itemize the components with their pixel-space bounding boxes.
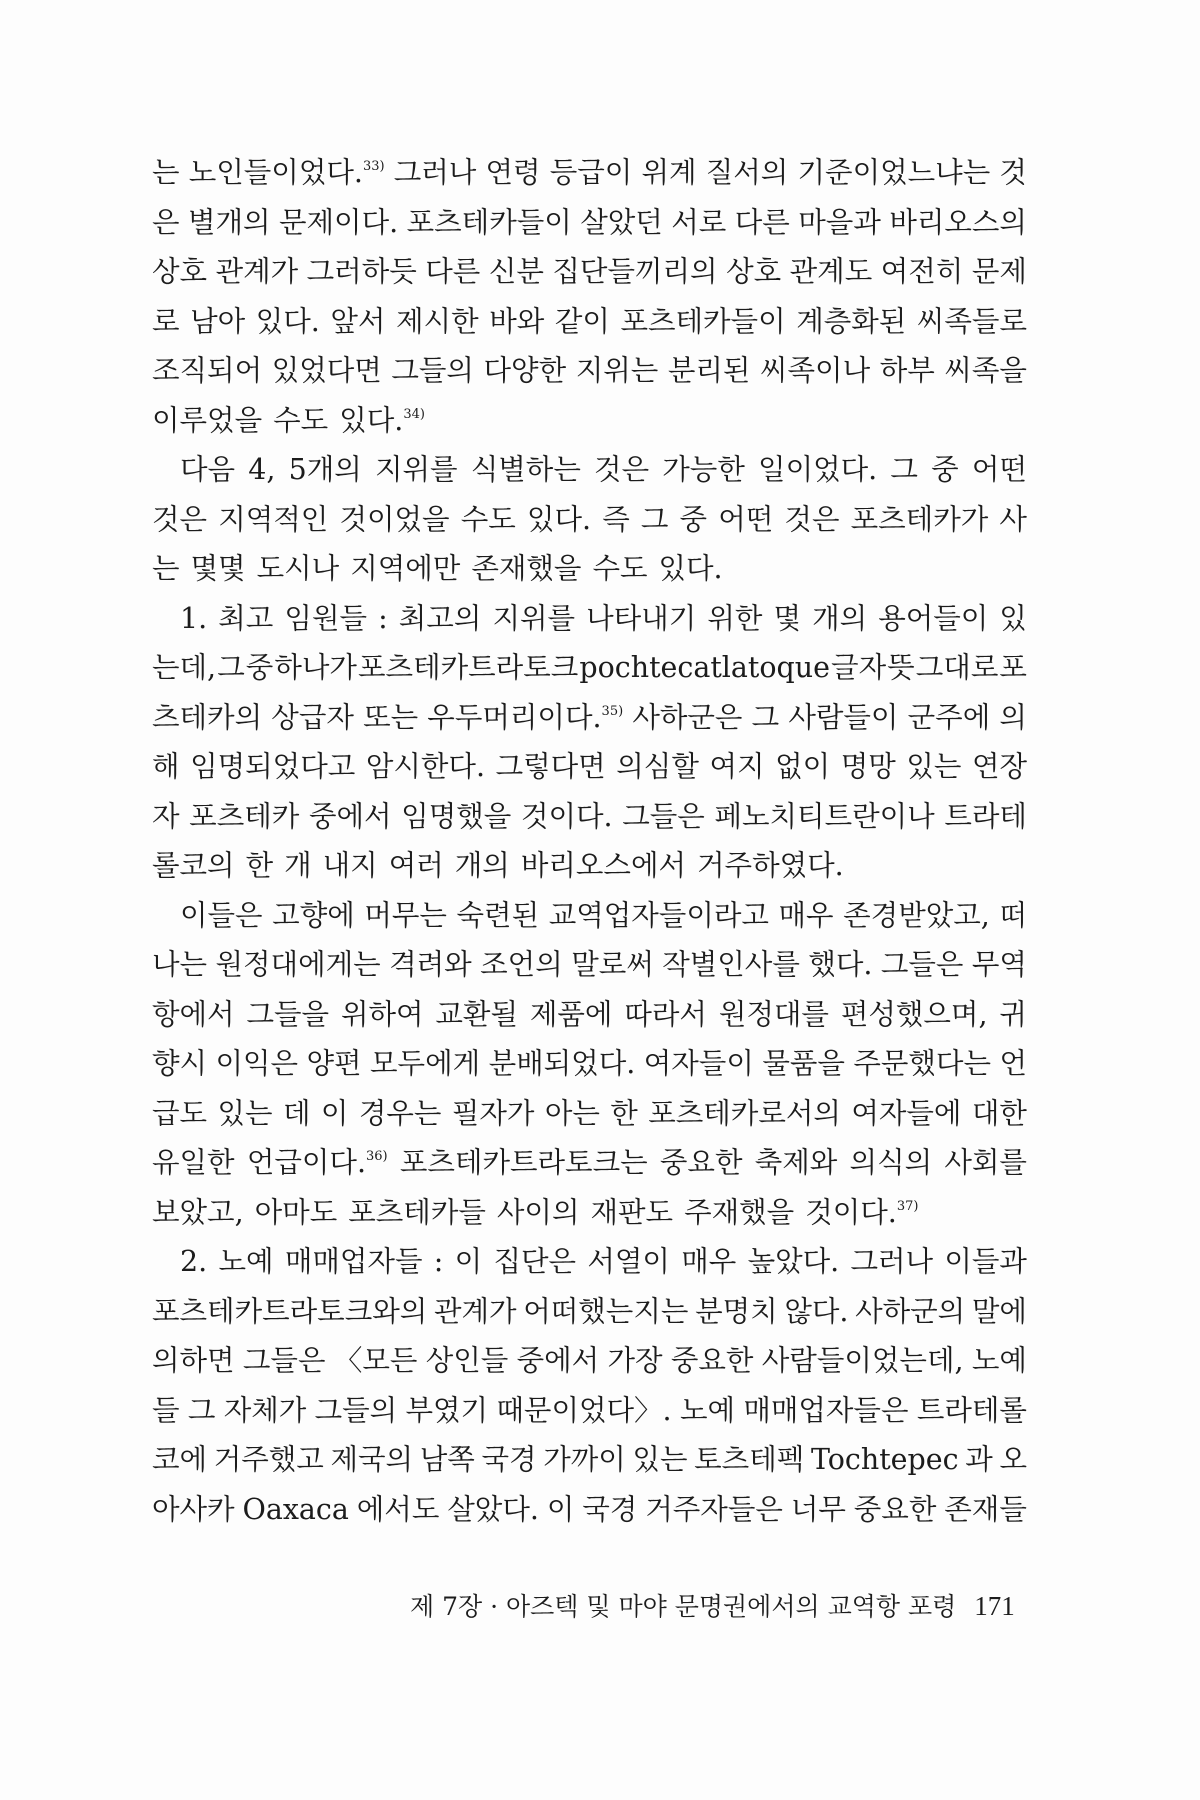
- text-line: [152, 1287, 1027, 1337]
- word: 관계도: [789, 255, 873, 288]
- text-line: [152, 1188, 1027, 1238]
- word: 그: [640, 502, 669, 536]
- word: 있는: [217, 1096, 273, 1130]
- word: 자체가: [223, 1393, 307, 1427]
- word: 아사카: [152, 1492, 235, 1526]
- word: 집단들끼리의: [552, 255, 718, 288]
- word: 그들은: [880, 948, 964, 981]
- word: 모두에게: [370, 1047, 481, 1080]
- word: 있다.: [526, 502, 592, 536]
- word: 그러나: [393, 156, 477, 189]
- word: 문제이다.: [279, 205, 399, 239]
- word: 편성했으며,: [840, 997, 988, 1031]
- word: 사람들이: [788, 700, 899, 734]
- word: 분명치: [695, 1294, 778, 1328]
- word: 작별인사를: [662, 948, 800, 981]
- word: 즉: [602, 502, 630, 536]
- word: 사람들이었는데,: [761, 1344, 964, 1377]
- word: 의: [999, 700, 1027, 734]
- word: 제국의: [330, 1443, 414, 1476]
- word: 것은: [784, 502, 840, 536]
- word: 말로써: [571, 948, 654, 981]
- word: 언: [999, 1047, 1027, 1080]
- word: 노인들이었다.$^{33)}$: [188, 156, 385, 189]
- word: 연장: [971, 750, 1027, 783]
- word: 임원들: [284, 601, 368, 635]
- word: 어떠했는지는: [523, 1294, 689, 1328]
- word: 아는: [544, 1096, 600, 1130]
- word: 는: [152, 552, 180, 585]
- word: 페노치티트란이나: [714, 799, 935, 833]
- word: 포츠테카가: [850, 502, 989, 536]
- word: 이들과: [944, 1245, 1027, 1278]
- word: 자: [152, 799, 180, 833]
- word: 하부: [879, 354, 935, 387]
- word: 중요한: [670, 1344, 754, 1377]
- word: Oaxaca: [242, 1492, 349, 1526]
- word: 여러: [388, 849, 444, 882]
- word: 씨족들로: [916, 304, 1027, 338]
- text-line: [152, 1039, 1027, 1089]
- word: 포츠테카들: [348, 1195, 486, 1229]
- text-line: [152, 247, 1027, 297]
- word: 에서도: [356, 1492, 440, 1526]
- word: 그: [187, 1393, 216, 1427]
- text-line: [152, 297, 1027, 347]
- word: 수도: [592, 552, 648, 585]
- text-line: [152, 544, 1027, 594]
- word: 남아: [190, 304, 246, 338]
- word: 코에: [152, 1443, 208, 1476]
- word: 상인들: [425, 1344, 509, 1377]
- word: 이루었을: [152, 403, 263, 437]
- word: 바와: [489, 304, 545, 338]
- word: 개의: [812, 601, 868, 635]
- word: 숙련된: [456, 898, 540, 932]
- word: 위계: [641, 156, 697, 189]
- word: 것은: [594, 453, 650, 486]
- text-line: [152, 1336, 1027, 1386]
- word: 관계가: [433, 1294, 517, 1328]
- word: 군주에: [907, 700, 991, 734]
- word: 주문했다는: [853, 1047, 991, 1080]
- word: 제품에: [529, 997, 613, 1031]
- text-line: [152, 990, 1027, 1040]
- word: 사이의: [496, 1195, 580, 1229]
- word: 그대로: [915, 651, 999, 684]
- word: 한: [610, 1096, 638, 1130]
- word: 몇몇: [190, 552, 246, 585]
- word: 로: [152, 304, 180, 338]
- word: 관계가: [215, 255, 299, 288]
- word: 그러나: [850, 1245, 934, 1278]
- word: 중에서: [308, 799, 392, 833]
- word: 있는: [906, 750, 962, 783]
- word: 중: [245, 651, 274, 684]
- word: 들: [152, 1393, 180, 1427]
- word: 포츠테카들이: [620, 304, 786, 338]
- word: 아마도: [254, 1195, 338, 1229]
- word: 포츠테카: [189, 799, 300, 833]
- word: 따라서: [624, 997, 707, 1031]
- word: 부였기: [405, 1393, 489, 1427]
- word: 노예: [218, 1245, 274, 1278]
- word: :: [433, 1245, 444, 1278]
- word: 내지: [322, 849, 378, 882]
- word: 의식의: [849, 1146, 933, 1179]
- word: 보았고,: [152, 1195, 244, 1229]
- word: 상급자: [271, 700, 354, 734]
- word: 것이다.$^{37)}$: [805, 1195, 919, 1229]
- word: 오: [999, 1443, 1027, 1476]
- word: 수도: [273, 403, 329, 437]
- word: 포츠테카들이: [406, 205, 572, 239]
- footnote-marker: 34): [403, 406, 425, 422]
- word: 씨족을: [944, 354, 1027, 387]
- word: 물품을: [762, 1047, 845, 1080]
- word: 것: [999, 156, 1027, 189]
- word: 데: [282, 1096, 311, 1130]
- word: 몇: [773, 601, 801, 635]
- word: 말에: [971, 1294, 1027, 1328]
- text-line: [152, 841, 1027, 891]
- word: 츠테카의: [152, 700, 263, 734]
- word: 질서의: [705, 156, 789, 189]
- word: 재판도: [590, 1195, 674, 1229]
- text-line: [152, 346, 1027, 396]
- word: 있었다면: [271, 354, 382, 387]
- word: 바리오스의: [889, 205, 1027, 239]
- word: 포츠테카트라토크는: [399, 1146, 648, 1179]
- word: 높았다.: [747, 1245, 840, 1278]
- word: 경우는: [358, 1096, 442, 1130]
- text-line: [152, 742, 1027, 792]
- word: 별개의: [187, 205, 271, 239]
- word: 사회를: [944, 1146, 1027, 1179]
- word: 없이: [775, 750, 831, 783]
- word: 나타내기: [586, 601, 697, 635]
- word: 중: [931, 453, 959, 486]
- word: 원정대를: [718, 997, 829, 1031]
- word: 대한: [971, 1096, 1027, 1130]
- word: 씨족이나: [760, 354, 871, 387]
- word: 포츠테카트라토크와의: [152, 1294, 428, 1328]
- word: 하나가: [274, 651, 357, 684]
- word: 위한: [707, 601, 763, 635]
- word: 도시나: [256, 552, 340, 585]
- word: 이: [320, 1096, 349, 1130]
- word: 그들의: [391, 354, 474, 387]
- word: 떠: [999, 898, 1027, 932]
- word: 한: [245, 849, 274, 882]
- word: 항에서: [152, 997, 235, 1031]
- word: 존경받았고,: [843, 898, 990, 932]
- word: 노예: [679, 1393, 735, 1427]
- word: 뜻: [887, 651, 915, 684]
- word: 은: [152, 205, 180, 239]
- word: 고향에: [272, 898, 355, 932]
- word: 거주하였다.: [697, 849, 844, 882]
- word: 계층화된: [796, 304, 907, 338]
- word: 것이다.: [520, 799, 613, 833]
- word: 그들은: [242, 1344, 326, 1377]
- word: 어떤: [971, 453, 1027, 486]
- word: 바리오스에서: [520, 849, 687, 882]
- word: 명망: [840, 750, 896, 783]
- word: 의심할: [616, 750, 699, 783]
- text-line: [152, 891, 1027, 941]
- text-line: [152, 495, 1027, 545]
- word: 살았다.: [447, 1492, 539, 1526]
- footnote-marker: 33): [362, 159, 385, 174]
- word: 롤코의: [152, 849, 235, 882]
- text-line: [152, 792, 1027, 842]
- word: 국경: [481, 1443, 537, 1476]
- word: 있는: [632, 1443, 688, 1476]
- word: 교역업자들이라고: [548, 898, 769, 932]
- word: 기준이었느냐는: [797, 156, 991, 189]
- word: 임명했을: [401, 799, 512, 833]
- word: 귀: [999, 997, 1027, 1031]
- word: 가까이: [543, 1443, 626, 1476]
- word: pochtecatlatoque: [579, 651, 830, 684]
- word: 용어들이: [878, 601, 989, 635]
- word: 〈모든: [333, 1344, 418, 1377]
- word: 해: [152, 750, 180, 783]
- word: 트라테: [944, 799, 1027, 833]
- word: 신분: [488, 255, 544, 288]
- word: 최고: [218, 601, 274, 635]
- word: 사하군의: [855, 1294, 966, 1328]
- word: 여지: [709, 750, 765, 783]
- word: 마을과: [798, 205, 881, 239]
- word: 포: [999, 651, 1027, 684]
- word: 포츠테카로서의: [648, 1096, 841, 1130]
- word: 가장: [607, 1344, 663, 1377]
- text-line: [152, 594, 1027, 644]
- text-line: [152, 1138, 1027, 1188]
- word: 2.: [180, 1245, 208, 1278]
- word: 것은: [152, 502, 208, 536]
- word: 5개의: [288, 453, 362, 486]
- word: 제시한: [396, 304, 479, 338]
- word: 향시: [152, 1047, 208, 1080]
- word: 교환될: [435, 997, 518, 1031]
- word: 수도: [460, 502, 516, 536]
- word: 서열이: [587, 1245, 670, 1278]
- word: 매우: [778, 898, 834, 932]
- word: 일이었다.: [758, 453, 878, 486]
- word: 어떤: [718, 502, 774, 536]
- word: 이들은: [180, 898, 263, 932]
- word: 앞서: [330, 304, 386, 338]
- word: 식별하는: [470, 453, 581, 486]
- footnote-marker: 37): [896, 1198, 919, 1214]
- word: 그: [217, 651, 245, 684]
- text-line: [152, 396, 1027, 446]
- word: 분배되었다.: [488, 1047, 636, 1080]
- word: 문제: [971, 255, 1027, 288]
- word: 여전히: [880, 255, 964, 288]
- word: 거주했고: [213, 1443, 324, 1476]
- text-line: [152, 1237, 1027, 1287]
- word: 지역에만: [350, 552, 461, 585]
- word: 머무는: [364, 898, 447, 932]
- word: 상호: [726, 255, 782, 288]
- word: 그렇다면: [495, 750, 606, 783]
- word: :: [378, 601, 388, 635]
- word: 노예: [971, 1344, 1027, 1377]
- word: 우두머리이다.$^{35)}$: [427, 700, 624, 734]
- word: 그: [890, 453, 918, 486]
- word: 암시한다.: [365, 750, 486, 783]
- word: 무역: [971, 948, 1027, 981]
- word: 주재했을: [684, 1195, 795, 1229]
- word: 트라테롤: [916, 1393, 1027, 1427]
- footnote-marker: 35): [601, 703, 624, 719]
- word: 존재했을: [471, 552, 582, 585]
- word: 같이: [554, 304, 610, 338]
- body-text: [152, 148, 1027, 1534]
- word: 임명되었다고: [190, 750, 356, 783]
- word: 거주자들은: [645, 1492, 783, 1526]
- word: 여자들이: [643, 1047, 754, 1080]
- page-footer: [410, 1587, 1015, 1623]
- word: 다양한: [483, 354, 567, 387]
- word: 조언의: [480, 948, 563, 981]
- word: 다른: [425, 255, 481, 288]
- word: Tochtepec: [810, 1443, 959, 1476]
- word: 매매업자들: [284, 1245, 423, 1278]
- word: 조직되어: [152, 354, 263, 387]
- word: 급도: [152, 1096, 208, 1130]
- word: 중요한: [853, 1492, 937, 1526]
- word: 서로: [671, 205, 727, 239]
- word: 지역적인: [218, 502, 329, 536]
- word: 양편: [306, 1047, 362, 1080]
- word: 지위를: [374, 453, 458, 486]
- word: 필자가: [451, 1096, 535, 1130]
- word: 매우: [681, 1245, 737, 1278]
- word: 남쪽: [419, 1443, 475, 1476]
- word: 포츠테카트라토크: [358, 651, 579, 684]
- word: 중요한: [659, 1146, 743, 1179]
- word: 중에서: [516, 1344, 600, 1377]
- word: 때문이었다〉.: [496, 1393, 672, 1427]
- word: 지위를: [492, 601, 576, 635]
- text-line: [152, 1485, 1027, 1535]
- word: 1.: [180, 601, 208, 635]
- word: 국경: [582, 1492, 638, 1526]
- word: 또는: [363, 700, 419, 734]
- word: 있다.$^{34)}$: [339, 403, 425, 437]
- text-line: [152, 198, 1027, 248]
- word: 분리된: [667, 354, 751, 387]
- word: 여자들에: [851, 1096, 962, 1130]
- text-line: [152, 1089, 1027, 1139]
- word: 존재들: [944, 1492, 1027, 1526]
- word: 나는: [152, 948, 208, 981]
- running-title: 제 7장 · 아즈텍 및 마야 문명권에서의 교역항 포령: [410, 1592, 957, 1621]
- text-line: [152, 940, 1027, 990]
- word: 그러하듯: [306, 255, 417, 288]
- word: 사: [999, 502, 1027, 536]
- text-line: [152, 643, 1027, 693]
- word: 등급이: [549, 156, 633, 189]
- word: 는데,: [152, 651, 217, 684]
- word: 축제와: [754, 1146, 838, 1179]
- text-line: [152, 445, 1027, 495]
- word: 의하면: [152, 1344, 235, 1377]
- word: 위하여: [340, 997, 424, 1031]
- word: 언급이다.$^{36)}$: [246, 1146, 388, 1179]
- word: 이: [454, 1245, 483, 1278]
- word: 연령: [485, 156, 541, 189]
- word: 있다.: [255, 304, 320, 338]
- footnote-marker: 36): [366, 1149, 388, 1164]
- word: 개의: [454, 849, 510, 882]
- word: 이익은: [215, 1047, 299, 1080]
- word: 이: [546, 1492, 575, 1526]
- word: 최고의: [398, 601, 482, 635]
- text-line: [152, 148, 1027, 198]
- word: 지위는: [575, 354, 659, 387]
- word: 않다.: [784, 1294, 849, 1328]
- word: 상호: [152, 255, 208, 288]
- text-line: [152, 693, 1027, 743]
- word: 중: [679, 502, 708, 536]
- word: 토츠테펙: [694, 1443, 805, 1476]
- word: 다음: [180, 453, 236, 486]
- word: 사하군은: [632, 700, 743, 734]
- word: 있다.: [658, 552, 723, 585]
- word: 했다.: [808, 948, 873, 981]
- word: 그: [751, 700, 780, 734]
- word: 다른: [734, 205, 790, 239]
- word: 원정대에게는: [215, 948, 381, 981]
- word: 있: [999, 601, 1027, 635]
- text-line: [152, 1386, 1027, 1436]
- word: 격려와: [389, 948, 472, 981]
- word: 유일한: [152, 1146, 235, 1179]
- word: 과: [965, 1443, 993, 1476]
- word: 것이었을: [339, 502, 450, 536]
- word: 개: [284, 849, 312, 882]
- word: 그들은: [622, 799, 705, 833]
- word: 글자: [831, 651, 887, 684]
- word: 가능한: [662, 453, 745, 486]
- word: 그들을: [246, 997, 330, 1031]
- text-line: [152, 1435, 1027, 1485]
- word: 4,: [248, 453, 276, 486]
- word: 너무: [790, 1492, 846, 1526]
- word: 는: [152, 156, 180, 189]
- page-number: 171: [974, 1591, 1015, 1621]
- word: 살았던: [580, 205, 663, 239]
- word: 매매업자들은: [743, 1393, 909, 1427]
- word: 그들의: [314, 1393, 398, 1427]
- word: 집단은: [493, 1245, 577, 1278]
